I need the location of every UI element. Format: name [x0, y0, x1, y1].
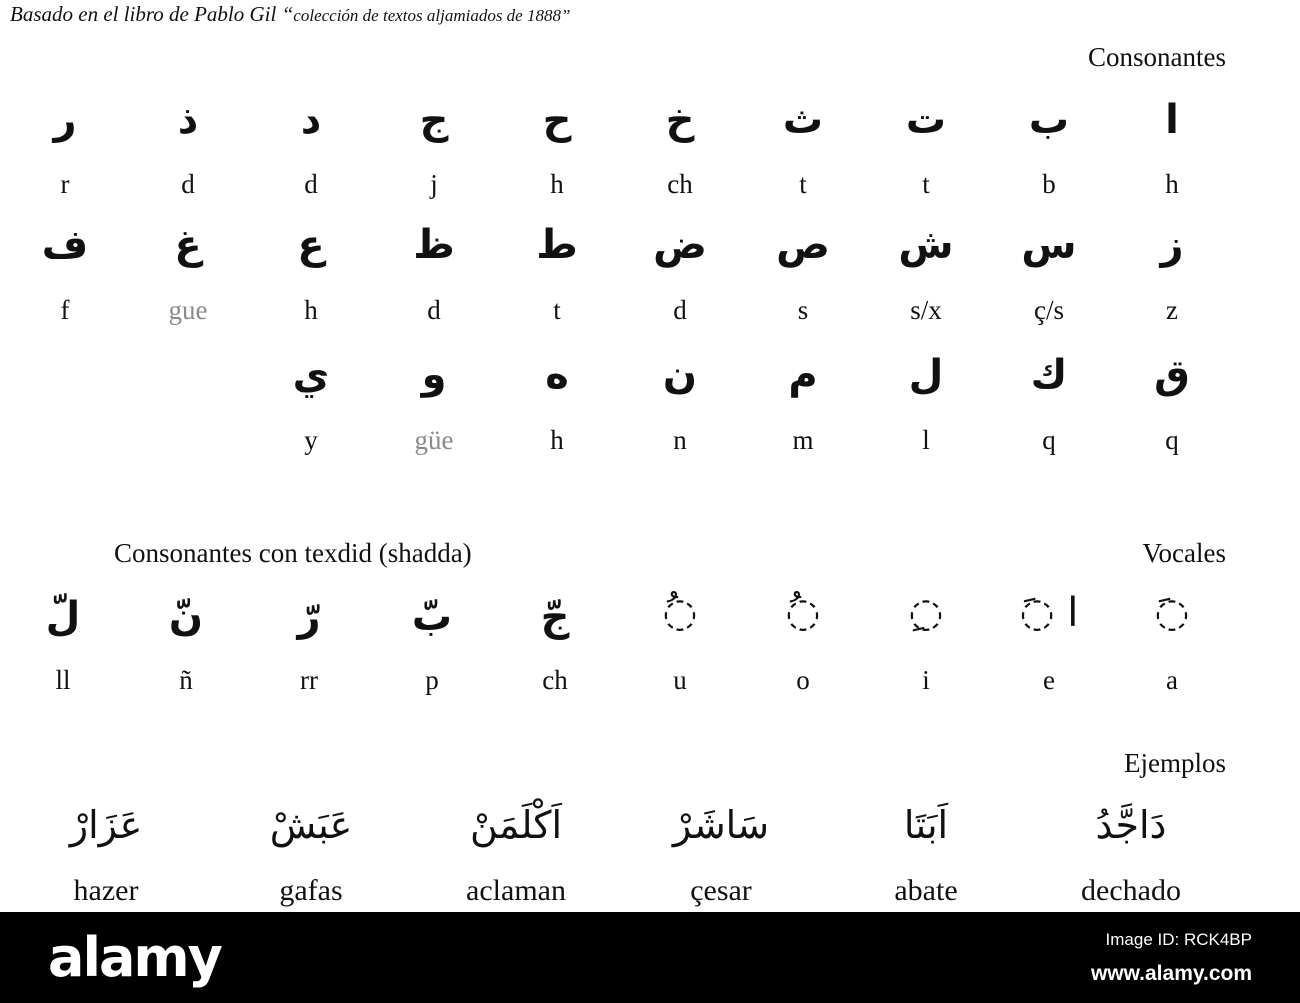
- consonant-letter: س: [1021, 222, 1077, 268]
- consonant-letter: غ: [174, 222, 202, 268]
- shadda-letter: جّ: [540, 594, 570, 640]
- section-heading-shadda: Consonantes con texdid (shadda): [114, 538, 472, 568]
- consonant-letter: ظ: [413, 222, 455, 268]
- watermark-footer: [0, 912, 1300, 1003]
- example-arabic-word: سَاشَرْ: [672, 803, 770, 847]
- vowel-sign: ◌َ: [1154, 590, 1190, 636]
- shadda-letter: بّ: [411, 594, 453, 640]
- consonant-letter: ص: [776, 222, 830, 268]
- consonant-transliteration: h: [550, 425, 564, 455]
- example-spanish-word: gafas: [279, 874, 343, 907]
- consonant-transliteration: q: [1165, 425, 1179, 455]
- shadda-transliteration: ll: [55, 665, 71, 695]
- consonant-letter: د: [300, 97, 322, 143]
- caption-main: Basado en el libro de Pablo Gil “: [10, 2, 294, 26]
- consonant-transliteration: ch: [667, 169, 693, 199]
- example-spanish-word: çesar: [690, 874, 752, 907]
- shadda-transliteration: p: [425, 665, 439, 695]
- consonant-transliteration: b: [1042, 169, 1056, 199]
- example-spanish-word: hazer: [73, 874, 139, 907]
- consonant-transliteration: q: [1042, 425, 1056, 455]
- consonant-transliteration: s: [797, 295, 809, 325]
- section-heading-vowels: Vocales: [1142, 538, 1226, 568]
- vowel-transliteration: a: [1166, 665, 1178, 695]
- consonant-letter: م: [788, 352, 818, 398]
- shadda-transliteration: rr: [300, 665, 318, 695]
- consonant-letter: ف: [41, 222, 89, 268]
- consonant-transliteration: l: [922, 425, 930, 455]
- vowel-sign: ◌ُ: [785, 590, 821, 636]
- consonant-transliteration: m: [792, 425, 814, 455]
- caption-title: colección de textos aljamiados de 1888”: [293, 6, 571, 25]
- shadda-letter: لّ: [45, 594, 81, 640]
- consonant-transliteration: t: [553, 295, 561, 325]
- consonant-transliteration: h: [550, 169, 564, 199]
- example-arabic-word: اَكْلَمَنْ: [469, 803, 563, 847]
- vowel-sign: ◌ِ: [908, 590, 944, 636]
- vowel-sign: ◌َ ا: [1019, 590, 1079, 636]
- consonant-transliteration: d: [427, 295, 441, 325]
- vowel-transliteration: u: [673, 665, 687, 695]
- vowel-transliteration: i: [922, 665, 930, 695]
- example-arabic-word: عَزَارْ: [69, 803, 143, 847]
- consonant-letter: ح: [542, 97, 572, 143]
- example-arabic-word: اَبَتَا: [903, 803, 949, 847]
- vowel-transliteration: o: [796, 665, 810, 695]
- section-heading-examples: Ejemplos: [1124, 748, 1226, 778]
- consonant-letter: ع: [297, 222, 325, 268]
- consonant-letter: ج: [419, 97, 449, 143]
- section-heading-consonants: Consonantes: [1088, 42, 1226, 72]
- consonant-transliteration: güe: [414, 425, 454, 455]
- consonant-transliteration: gue: [168, 295, 208, 325]
- consonant-transliteration: t: [922, 169, 930, 199]
- site-url: www.alamy.com: [1090, 962, 1252, 985]
- consonant-transliteration: d: [673, 295, 687, 325]
- shadda-transliteration: ñ: [179, 665, 193, 695]
- consonant-letter: ذ: [177, 97, 199, 143]
- example-spanish-word: abate: [894, 874, 958, 907]
- consonant-letter: ر: [53, 97, 77, 143]
- example-spanish-word: aclaman: [466, 874, 566, 907]
- consonant-letter: خ: [665, 97, 695, 143]
- shadda-letter: رّ: [297, 594, 321, 640]
- consonant-transliteration: z: [1166, 295, 1178, 325]
- example-arabic-word: عَبَشْ: [269, 803, 353, 847]
- consonant-letter: ث: [782, 97, 824, 143]
- consonant-transliteration: f: [60, 295, 70, 325]
- consonant-transliteration: d: [181, 169, 195, 199]
- consonant-letter: ق: [1154, 352, 1190, 398]
- example-arabic-word: دَاجَّدُ: [1095, 803, 1167, 847]
- shadda-transliteration: ch: [542, 665, 568, 695]
- consonant-transliteration: h: [1165, 169, 1179, 199]
- source-caption: [10, 2, 570, 27]
- consonant-letter: ي: [292, 352, 330, 398]
- consonant-letter: ب: [1028, 97, 1070, 143]
- consonant-letter: ط: [536, 222, 578, 268]
- consonant-letter: ا: [1165, 97, 1179, 143]
- consonant-letter: ض: [653, 222, 707, 268]
- consonant-transliteration: n: [673, 425, 687, 455]
- consonant-letter: ش: [898, 222, 954, 268]
- vowel-sign: ◌ُ: [662, 590, 698, 636]
- consonant-transliteration: s/x: [910, 295, 942, 325]
- consonant-transliteration: y: [304, 425, 318, 455]
- consonant-transliteration: ç/s: [1034, 295, 1064, 325]
- consonant-letter: ز: [1160, 222, 1184, 268]
- consonant-transliteration: t: [799, 169, 807, 199]
- shadda-letter: نّ: [168, 594, 204, 640]
- vowel-transliteration: e: [1043, 665, 1055, 695]
- consonant-letter: ك: [1030, 352, 1068, 398]
- consonant-transliteration: j: [430, 169, 438, 199]
- example-spanish-word: dechado: [1081, 874, 1181, 907]
- consonant-letter: ل: [908, 352, 944, 398]
- consonant-letter: ن: [662, 352, 698, 398]
- consonant-transliteration: h: [304, 295, 318, 325]
- consonant-transliteration: d: [304, 169, 318, 199]
- image-id-label: Image ID: RCK4BP: [1105, 930, 1252, 949]
- consonant-letter: ت: [905, 97, 947, 143]
- consonant-letter: و: [421, 352, 447, 398]
- consonant-letter: ه: [545, 352, 569, 398]
- alamy-logo: alamy: [48, 926, 221, 989]
- consonant-transliteration: r: [60, 169, 70, 199]
